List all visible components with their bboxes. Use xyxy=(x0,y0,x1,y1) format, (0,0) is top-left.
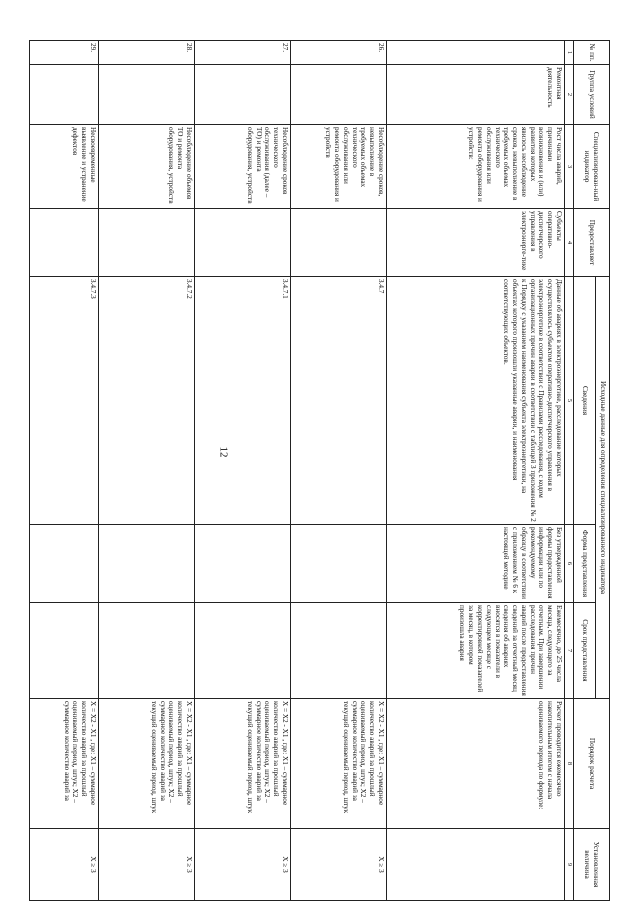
row-group xyxy=(291,65,387,125)
row-form xyxy=(99,525,195,603)
row-value xyxy=(387,829,565,901)
col-number: 9 xyxy=(565,829,574,901)
row-indicator: Несоблюдение сроков, невыполнение в требуемых объемах технического обслуживания или ремонта оборудования и устройств xyxy=(291,125,387,209)
page-number: 12 xyxy=(217,446,230,458)
col-number: 6 xyxy=(565,525,574,603)
header-indicator: Специализирован-ный индикатор xyxy=(574,125,610,209)
row-calc: X = X2 - X1 , где: X1 – суммарное количество аварий за прошлый оцениваемый период, штук; X2 – суммарное количество аварий за xyxy=(30,699,99,829)
row-info: 3.4.7.1 xyxy=(195,277,291,525)
col-number: 8 xyxy=(565,699,574,829)
row-num xyxy=(387,41,565,65)
row-value: X ≥ 3 xyxy=(30,829,99,901)
row-deadline xyxy=(291,603,387,699)
header-group: Группа условий xyxy=(574,65,610,125)
row-group xyxy=(195,65,291,125)
row-deadline xyxy=(99,603,195,699)
header-source-group: Исходные данные для определения специализированного индикатора xyxy=(596,277,610,699)
row-info: 3.4.7.2 xyxy=(99,277,195,525)
row-deadline xyxy=(30,603,99,699)
col-number: 5 xyxy=(565,277,574,525)
row-indicator: Несоблюдение объемов ТО и ремонта оборудования, устройств xyxy=(99,125,195,209)
indicator-table xyxy=(29,40,610,901)
column-number-row xyxy=(565,41,574,901)
row-info: 3.4.7.3 xyxy=(30,277,99,525)
row-group: Ремонтная деятельность xyxy=(387,65,565,125)
row-calc: X = X2 - X1 , где: X1 – суммарное количество аварий за прошлый оцениваемый период, штук; X2 – суммарное количество аварий за текущий оцениваемый период, штук xyxy=(99,699,195,829)
header-info: Сведения xyxy=(574,277,596,525)
row-calc: X = X2 - X1 , где: X1 – суммарное количество аварий за прошлый оцениваемый период, штук; X2 – суммарное количество аварий за текущий оцениваемый период, штук xyxy=(291,699,387,829)
row-info: Данные об авариях в электроэнергетике, расследование которых осуществлялось субъектом оперативно-диспетчерского управления в электроэнергетике в соответствии с Правилами расследования, с кодом организационных причин аварии в соответствии с таблицей 3 приложения № 2 к Порядку с указанием наименования субъекта электроэнергетики, на объектах которого произошли указанные аварии, и наименования соответствующих объектов. xyxy=(387,277,565,525)
row-indicator: Несоблюдение сроков технического обслуживания (далее – ТО) и ремонта оборудования, устройств xyxy=(195,125,291,209)
col-number: 7 xyxy=(565,603,574,699)
table-row xyxy=(291,41,387,901)
row-value: X ≥ 3 xyxy=(195,829,291,901)
row-form xyxy=(195,525,291,603)
col-number: 2 xyxy=(565,65,574,125)
row-provider xyxy=(30,209,99,277)
row-provider: Субъекты оперативно-диспетчерского управления в электроэнерге-тике xyxy=(387,209,565,277)
row-deadline xyxy=(195,603,291,699)
header-calc: Порядок расчета xyxy=(574,699,610,829)
row-group xyxy=(99,65,195,125)
header-deadline: Срок представления xyxy=(574,603,596,699)
row-indicator: Несвоевременные выявление и устранение дефектов xyxy=(30,125,99,209)
row-indicator: Рост числа аварий, причинами возникновения и (или) развития которых явилось несоблюдение сроков, невыполнение в требуемых объемах технического обслуживания или ремонта оборудования и устройств: xyxy=(387,125,565,209)
table-row xyxy=(387,41,565,901)
row-calc: Расчет проводится ежемесячно накопительным итогом с начала оцениваемого периода по формуле: xyxy=(387,699,565,829)
row-num: 28. xyxy=(99,41,195,65)
row-num: 26. xyxy=(291,41,387,65)
header-num: № пп. xyxy=(574,41,610,65)
col-number: 3 xyxy=(565,125,574,209)
col-number: 1 xyxy=(565,41,574,65)
row-deadline: Ежемесячно, до 25 числа месяца, следующего за отчетным. При завершении расследования причин аварий после предоставления сведений за отчетный месяц сведения об авариях вносятся в показатели в следующем месяце с корректировкой показателей за месяц, в котором произошла авария xyxy=(387,603,565,699)
row-group xyxy=(30,65,99,125)
table-row xyxy=(195,41,291,901)
table-row xyxy=(30,41,99,901)
row-form xyxy=(30,525,99,603)
header-form: Форма представления xyxy=(574,525,596,603)
table-row xyxy=(99,41,195,901)
rotated-table-wrapper xyxy=(40,40,610,900)
row-num: 27. xyxy=(195,41,291,65)
row-calc: X = X2 - X1 , где: X1 – суммарное количество аварий за прошлый оцениваемый период, штук; X2 – суммарное количество аварий за текущий оцениваемый период, штук xyxy=(195,699,291,829)
col-number: 4 xyxy=(565,209,574,277)
row-value: X ≥ 3 xyxy=(291,829,387,901)
header-row-1 xyxy=(596,41,610,901)
row-provider xyxy=(291,209,387,277)
row-provider xyxy=(99,209,195,277)
row-value: X ≥ 3 xyxy=(99,829,195,901)
header-value: Установленная величина xyxy=(574,829,610,901)
row-provider xyxy=(195,209,291,277)
row-form xyxy=(291,525,387,603)
document-page xyxy=(40,40,610,900)
header-provider: Предоставляет xyxy=(574,209,610,277)
row-num: 29. xyxy=(30,41,99,65)
row-info: 3.4.7 xyxy=(291,277,387,525)
row-form: Без утвержденной формы предоставления информации или по рекомендуемому образцу в соответствии с приложением № 6 к настоящей методике xyxy=(387,525,565,603)
